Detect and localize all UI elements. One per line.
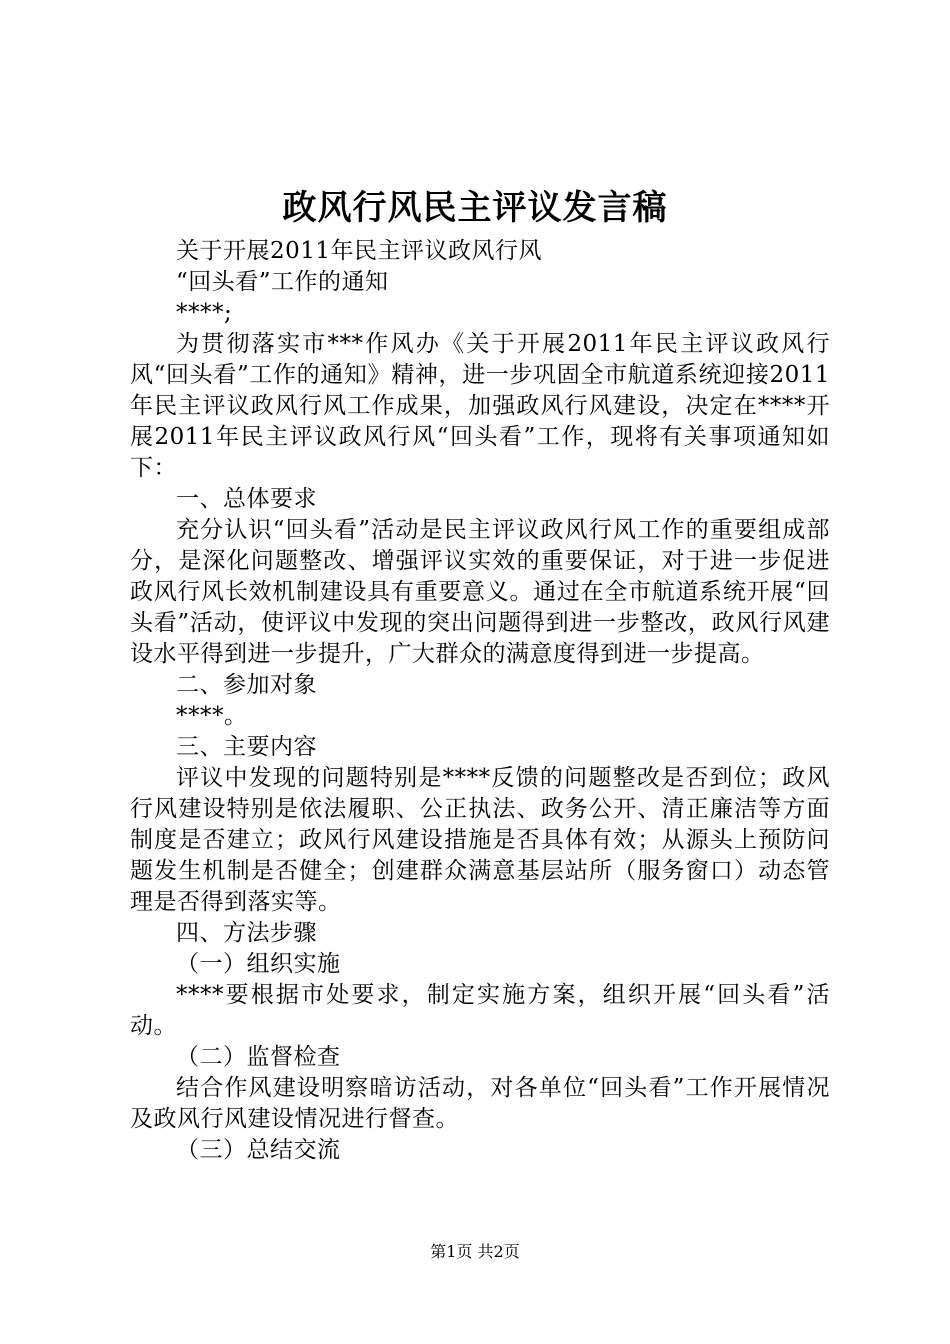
paragraph: 评议中发现的问题特别是****反馈的问题整改是否到位；政风行风建设特别是依法履职、公正执法、政务公开、清正廉洁等方面制度是否建立；政风行风建设措施是否具体有效；从源头上预防问题发生机制是否健全；创建群众满意基层站所（服务窗口）动态管理是否得到落实等。 [130, 765, 830, 915]
paragraph: 充分认识“回头看”活动是民主评议政风行风工作的重要组成部分，是深化问题整改、增强评议实效的重要保证，对于进一步促进政风行风长效机制建设具有重要意义。通过在全市航道系统开展“回头看”活动，使评议中发现的突出问题得到进一步整改，政风行风建设水平得到进一步提升，广大群众的满意度得到进一步提高。 [130, 517, 830, 667]
document-body [130, 236, 830, 1166]
paragraph: 为贯彻落实市***作风办《关于开展2011年民主评议政风行风“回头看”工作的通知》精神，进一步巩固全市航道系统迎接2011年民主评议政风行风工作成果，加强政风行风建设，决定在****开展2011年民主评议政风行风“回头看”工作，现将有关事项通知如下： [130, 331, 830, 481]
page-footer: 第1页 共2页 [430, 1242, 520, 1261]
paragraph: ****要根据市处要求，制定实施方案，组织开展“回头看”活动。 [130, 982, 830, 1039]
section-heading: 一、总体要求 [176, 486, 317, 512]
section-heading: 二、参加对象 [176, 672, 317, 698]
paragraph: ****。 [176, 703, 248, 729]
subsection-heading: （二）监督检查 [176, 1044, 341, 1070]
subsection-heading: （三）总结交流 [176, 1137, 341, 1163]
document-title: 政风行风民主评议发言稿 [282, 188, 668, 228]
section-heading: 四、方法步骤 [176, 920, 317, 946]
subsection-heading: （一）组织实施 [176, 951, 341, 977]
section-heading: 三、主要内容 [176, 734, 317, 760]
paragraph: ****; [176, 300, 233, 326]
paragraph: 关于开展2011年民主评议政风行风 [176, 238, 543, 264]
paragraph: 结合作风建设明察暗访活动，对各单位“回头看”工作开展情况及政风行风建设情况进行督查。 [130, 1075, 830, 1132]
paragraph: “回头看”工作的通知 [176, 269, 389, 295]
